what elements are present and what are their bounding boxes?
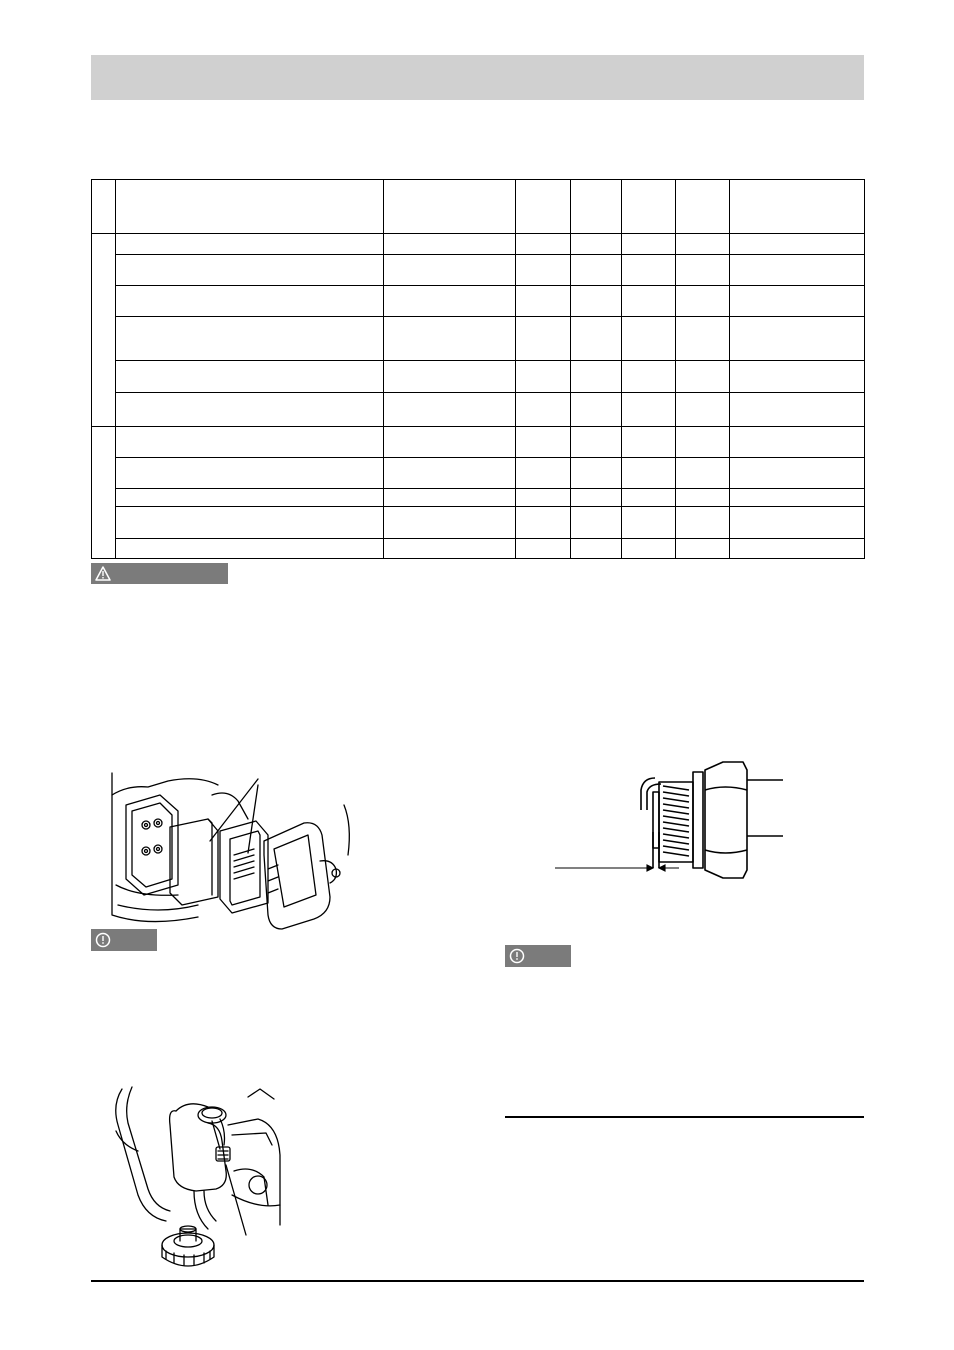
- table-cell: [730, 234, 865, 255]
- table-cell: [384, 427, 516, 458]
- table-cell: [516, 361, 571, 393]
- header-cell: [730, 180, 865, 234]
- table-cell: [384, 361, 516, 393]
- table-row: [92, 317, 865, 361]
- table-cell: [384, 234, 516, 255]
- table-cell: [622, 507, 676, 539]
- table-cell: [730, 361, 865, 393]
- table-cell: [516, 539, 571, 559]
- table-header-row: [92, 180, 865, 234]
- group-cell: [92, 427, 116, 559]
- table-cell: [384, 255, 516, 286]
- table-cell: [116, 427, 384, 458]
- table-cell: [676, 255, 730, 286]
- header-cell: [571, 180, 622, 234]
- table-cell: [571, 255, 622, 286]
- table-cell: [384, 539, 516, 559]
- table-cell: [676, 393, 730, 427]
- table-cell: [571, 361, 622, 393]
- table-cell: [116, 489, 384, 507]
- table-cell: [676, 507, 730, 539]
- fuel-tank-illustration: [108, 1085, 283, 1275]
- table-cell: [730, 255, 865, 286]
- air-filter-illustration: [108, 765, 358, 930]
- notice-badge: [91, 929, 157, 951]
- header-cell: [384, 180, 516, 234]
- divider-line: [505, 1116, 864, 1118]
- table-row: [92, 427, 865, 458]
- table-cell: [730, 458, 865, 489]
- table-cell: [384, 393, 516, 427]
- table-row: [92, 361, 865, 393]
- table-row: [92, 539, 865, 559]
- table-cell: [730, 427, 865, 458]
- table-cell: [571, 393, 622, 427]
- table-cell: [622, 393, 676, 427]
- table-cell: [116, 255, 384, 286]
- table-cell: [676, 234, 730, 255]
- table-cell: [730, 489, 865, 507]
- table-cell: [730, 317, 865, 361]
- table-cell: [516, 317, 571, 361]
- table-cell: [571, 427, 622, 458]
- table-cell: [384, 286, 516, 317]
- table-cell: [676, 427, 730, 458]
- table-cell: [516, 255, 571, 286]
- table-cell: [571, 539, 622, 559]
- table-cell: [116, 317, 384, 361]
- header-cell: [92, 180, 116, 234]
- table-cell: [116, 286, 384, 317]
- maintenance-table: [91, 179, 865, 559]
- table-cell: [516, 507, 571, 539]
- table-cell: [571, 286, 622, 317]
- table-cell: [730, 539, 865, 559]
- footer-rule: [91, 1280, 864, 1282]
- table-cell: [676, 539, 730, 559]
- table-cell: [516, 234, 571, 255]
- table-cell: [622, 317, 676, 361]
- warning-triangle-icon: [95, 566, 111, 581]
- table-cell: [622, 539, 676, 559]
- table-cell: [384, 317, 516, 361]
- table-cell: [676, 317, 730, 361]
- table-cell: [384, 489, 516, 507]
- table-cell: [622, 255, 676, 286]
- table-cell: [516, 393, 571, 427]
- table-cell: [516, 286, 571, 317]
- table-cell: [516, 458, 571, 489]
- table-cell: [571, 234, 622, 255]
- table-cell: [622, 427, 676, 458]
- table-cell: [622, 286, 676, 317]
- table-cell: [571, 489, 622, 507]
- table-row: [92, 507, 865, 539]
- table-cell: [384, 507, 516, 539]
- header-cell: [622, 180, 676, 234]
- header-cell: [676, 180, 730, 234]
- table-cell: [116, 234, 384, 255]
- exclamation-circle-icon: [509, 948, 525, 964]
- table-cell: [116, 539, 384, 559]
- table-cell: [571, 507, 622, 539]
- table-cell: [571, 317, 622, 361]
- table-row: [92, 489, 865, 507]
- table-cell: [116, 458, 384, 489]
- table-cell: [676, 361, 730, 393]
- header-cell: [516, 180, 571, 234]
- header-bar: [91, 55, 864, 100]
- spark-plug-gap-illustration: [555, 760, 785, 880]
- group-cell: [92, 234, 116, 427]
- table-cell: [116, 393, 384, 427]
- table-row: [92, 255, 865, 286]
- exclamation-circle-icon: [95, 932, 111, 948]
- table-cell: [730, 393, 865, 427]
- table-cell: [676, 489, 730, 507]
- table-cell: [516, 427, 571, 458]
- table-row: [92, 234, 865, 255]
- table-cell: [622, 361, 676, 393]
- warning-badge: [91, 563, 228, 584]
- table-cell: [676, 458, 730, 489]
- table-cell: [116, 361, 384, 393]
- table-cell: [622, 234, 676, 255]
- table-cell: [116, 507, 384, 539]
- table-cell: [622, 489, 676, 507]
- table-cell: [516, 489, 571, 507]
- table-row: [92, 458, 865, 489]
- table-row: [92, 286, 865, 317]
- table-cell: [676, 286, 730, 317]
- table-cell: [571, 458, 622, 489]
- header-cell: [116, 180, 384, 234]
- notice-badge: [505, 945, 571, 967]
- table-cell: [384, 458, 516, 489]
- table-cell: [730, 286, 865, 317]
- table-cell: [622, 458, 676, 489]
- table-cell: [730, 507, 865, 539]
- table-row: [92, 393, 865, 427]
